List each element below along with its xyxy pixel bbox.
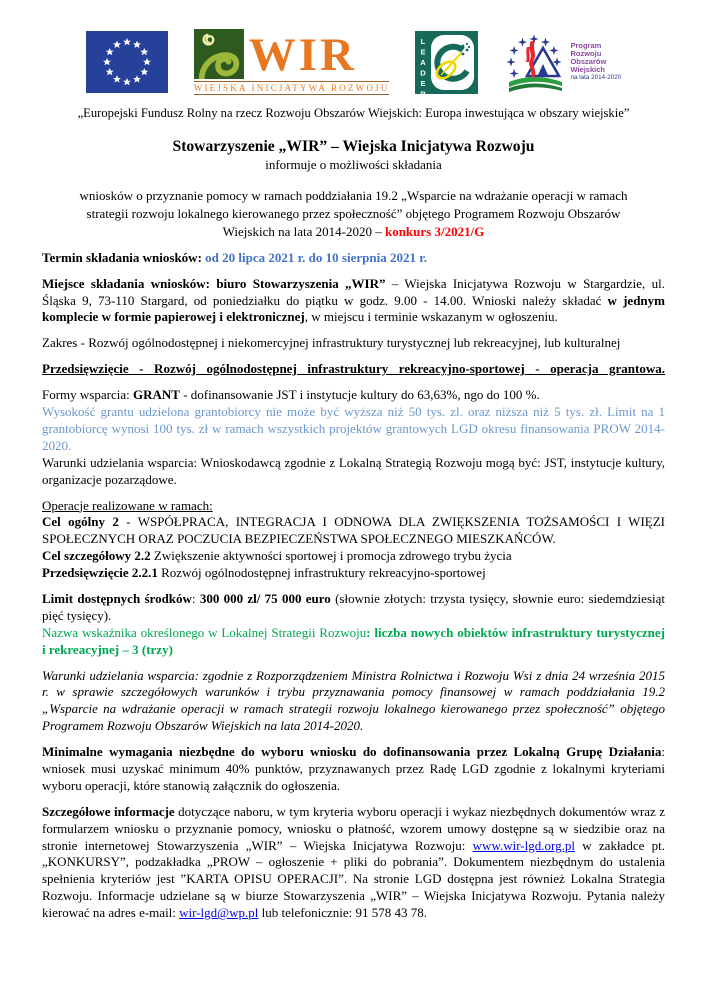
- support-forms-block: [42, 387, 665, 488]
- support-forms-label: Formy wsparcia:: [42, 387, 133, 403]
- project-221-text: Rozwój ogólnodostępnej infrastruktury rekreacyjno-sportowej: [157, 565, 486, 581]
- wir-logo-top: [194, 29, 390, 79]
- logo-row: [42, 28, 665, 100]
- support-conditions-paragraph: Warunki udzielania wsparcia: Wnioskodawcą zgodnie z Lokalną Strategią Rozwoju mogą być: JST, instytucje kultury, organizacje pozarządowe.: [42, 454, 665, 487]
- specific-goal-text: Zwiększenie aktywności sportowej i promocja zdrowego trybu życia: [150, 548, 512, 564]
- specific-goal-label: Cel szczegółowy 2.2: [42, 548, 151, 564]
- intro-text: wniosków o przyznanie pomocy w ramach poddziałania 19.2 „Wsparcie na wdrażanie operacji w ramach strategii rozwoju lokalnego kierowanego przez społeczność” objętego Programem Rozwoju Obszarów Wiejskich na lata 2014-2020 –: [79, 188, 628, 239]
- funds-limit-line: [42, 591, 665, 625]
- place-text-2: , w miejscu i terminie wskazanym w ogłoszeniu.: [304, 309, 558, 325]
- grant-amount-paragraph: Wysokość grantu udzielona grantobiorcy nie może być wyższa niż 50 tys. zl. oraz niższa niż 5 tys. zł. Limit na 1 grantobiorcę wynosi 100 tys. zł w ramach wszystkich projektów grantowych LGD okresu finansowania PROW 2014-2020.: [42, 404, 665, 453]
- prow-word-3: Obszarów: [570, 56, 607, 66]
- leader-logo-label: LEADER: [418, 36, 428, 100]
- details-paragraph: [42, 804, 665, 922]
- eu-flag-logo: [86, 31, 168, 93]
- indicator-paragraph: [42, 625, 665, 659]
- page-subtitle: informuje o możliwości składania: [265, 157, 442, 172]
- funds-limit-amount: 300 000 zl/ 75 000 euro: [199, 590, 336, 606]
- funds-limit-block: [42, 591, 665, 659]
- minimal-requirements-text: : wniosek musi uzyskać minimum 40% punktów, przyznawanych przez Radę LGD zgodnie z lokalnymi kryteriami wyboru operacji, które stanowią załącznik do ogłoszenia.: [42, 744, 665, 793]
- intro-paragraph: [60, 187, 647, 241]
- general-goal-text: - WSPÓŁPRACA, INTEGRACJA I ODNOWA DLA ZWIĘKSZENIA TOŻSAMOŚCI I WIĘZI SPOŁECZNYCH ORAZ POCZUCIA BEZPIECZEŃSTWA SPOŁECZNEGO MIESZKAŃCÓW.: [42, 514, 665, 547]
- project-header: [42, 361, 665, 378]
- wir-acronym: WIR: [248, 29, 357, 81]
- project-header-text: Przedsięwzięcie - Rozwój ogólnodostępnej infrastruktury rekreacyjno-sportowej - operacja grantowa.: [42, 361, 665, 377]
- details-text-3: lub telefonicznie: 91 578 43 78.: [258, 905, 427, 921]
- details-label: Szczegółowe informacje: [42, 803, 175, 819]
- operations-block: [42, 498, 665, 582]
- operations-header-line: [42, 498, 665, 515]
- general-goal-line: [42, 514, 665, 548]
- submission-place-paragraph: [42, 276, 665, 327]
- deadline-line: [42, 250, 665, 267]
- grant-word: GRANT: [132, 387, 180, 403]
- page-title: Stowarzyszenie „WIR” – Wiejska Inicjatywa Rozwoju: [172, 138, 535, 155]
- minimal-requirements-paragraph: [42, 744, 665, 795]
- funding-quote: „Europejski Fundusz Rolny na rzecz Rozwoju Obszarów Wiejskich: Europa inwestująca w obszary wiejskie”: [77, 106, 630, 120]
- email-link[interactable]: wir-lgd@wp.pl: [179, 905, 259, 921]
- funds-limit-words: (słownie złotych: trzysta tysięcy, słownie euro: siedemdziesiąt pięć tysięcy).: [42, 590, 665, 623]
- deadline-label: Termin składania wniosków:: [42, 249, 206, 265]
- deadline-dates: od 20 lipca 2021 r. do 10 sierpnia 2021 r.: [205, 249, 428, 265]
- support-forms-line: [42, 387, 665, 404]
- prow-word-1: Program: [570, 40, 602, 50]
- specific-goal-line: [42, 548, 665, 565]
- place-bold-requirement: w jednym komplecie w formie papierowej i elektronicznej: [42, 292, 665, 325]
- indicator-label: Nazwa wskaźnika określonego w Lokalnej Strategii Rozwoju: [42, 624, 367, 640]
- details-text-2: w zakładce pt. „KONKURSY”, podzakładka „PROW – ogłoszenie + pliki do pobrania”. Dokumentem niezbędnym do ustalenia spełnienia kryteriów jest ”KARTA OPISU OPERACJI”. Na stronie LGD dostępna jest również Lokalna Strategia Rozwoju. Informacje udzielane są w biurze Stowarzyszenia „WIR” – Wiejska Inicjatywa Rozwoju. Pytania należy kierować na adres e-mail:: [42, 837, 665, 921]
- project-221-line: [42, 565, 665, 582]
- prow-logo-caption: [570, 42, 621, 82]
- wir-spiral-icon: [194, 29, 244, 79]
- prow-word-2: Rozwoju: [570, 48, 602, 58]
- prow-years: na lata 2014-2020: [570, 74, 622, 82]
- place-label: Miejsce składania wniosków: biuro Stowarzyszenia „WIR”: [42, 275, 386, 291]
- funds-limit-label: Limit dostępnych środków: [42, 590, 192, 606]
- prow-logo: [504, 31, 621, 93]
- leader-logo: [415, 31, 478, 100]
- scope-line: Zakres - Rozwój ogólnodostępnej i niekomercyjnej infrastruktury turystycznej lub rekreacyjnej, lub kulturalnej: [42, 335, 621, 351]
- wir-logo: [194, 29, 390, 95]
- contest-number: konkurs 3/2021/G: [384, 223, 485, 239]
- wir-logo-caption: WIEJSKA INICJATYWA ROZWOJU: [193, 83, 390, 93]
- place-text-1: – Wiejska Inicjatywa Rozwoju w Stargardzie, ul. Śląska 9, 73-110 Stargard, od poniedziałku do piątku w godz. 9.00 - 14.00. Wnioski należy składać: [42, 275, 665, 308]
- operations-header: Operacje realizowane w ramach:: [42, 497, 213, 513]
- indicator-value: : liczba nowych obiektów infrastruktury turystycznej i rekreacyjnej – 3 (trzy): [42, 624, 665, 657]
- general-goal-label: Cel ogólny 2: [42, 514, 119, 530]
- legal-conditions-paragraph: Warunki udzielania wsparcia: zgodnie z Rozporządzeniem Ministra Rolnictwa i Rozwoju Wsi z dnia 24 września 2015 r. w sprawie szczegółowych warunków i trybu przyznawania pomocy finansowej w ramach poddziałania 19.2 „Wsparcie na wdrażanie operacji w ramach strategii rozwoju lokalnego kierowanego przez społeczność” objętego Programem Rozwoju Obszarów Wiejskich na lata 2014-2020.: [42, 667, 665, 734]
- prow-word-4: Wiejskich: [570, 64, 605, 74]
- minimal-requirements-label: Minimalne wymagania niezbędne do wyboru wniosku do dofinansowania przez Lokalną Grupę Działania: [42, 744, 662, 760]
- funds-limit-sep: :: [191, 590, 200, 606]
- details-text-1: dotyczące naboru, w tym kryteria wyboru operacji i wykaz niezbędnych dokumentów wraz z formularzem wniosku o przyznanie pomocy, wniosku o płatność, wzorem umowy dostępne są w siedzibie oraz na stronie internetowej Stowarzyszenia „WIR” – Wiejska Inicjatywa Rozwoju:: [42, 803, 665, 853]
- project-221-label: Przedsięwzięcie 2.2.1: [42, 565, 158, 581]
- prow-logo-graphic: [504, 31, 566, 93]
- support-forms-rest: - dofinansowanie JST i instytucje kultury do 63,63%, ngo do 100 %.: [179, 387, 540, 403]
- website-link[interactable]: www.wir-lgd.org.pl: [472, 837, 575, 853]
